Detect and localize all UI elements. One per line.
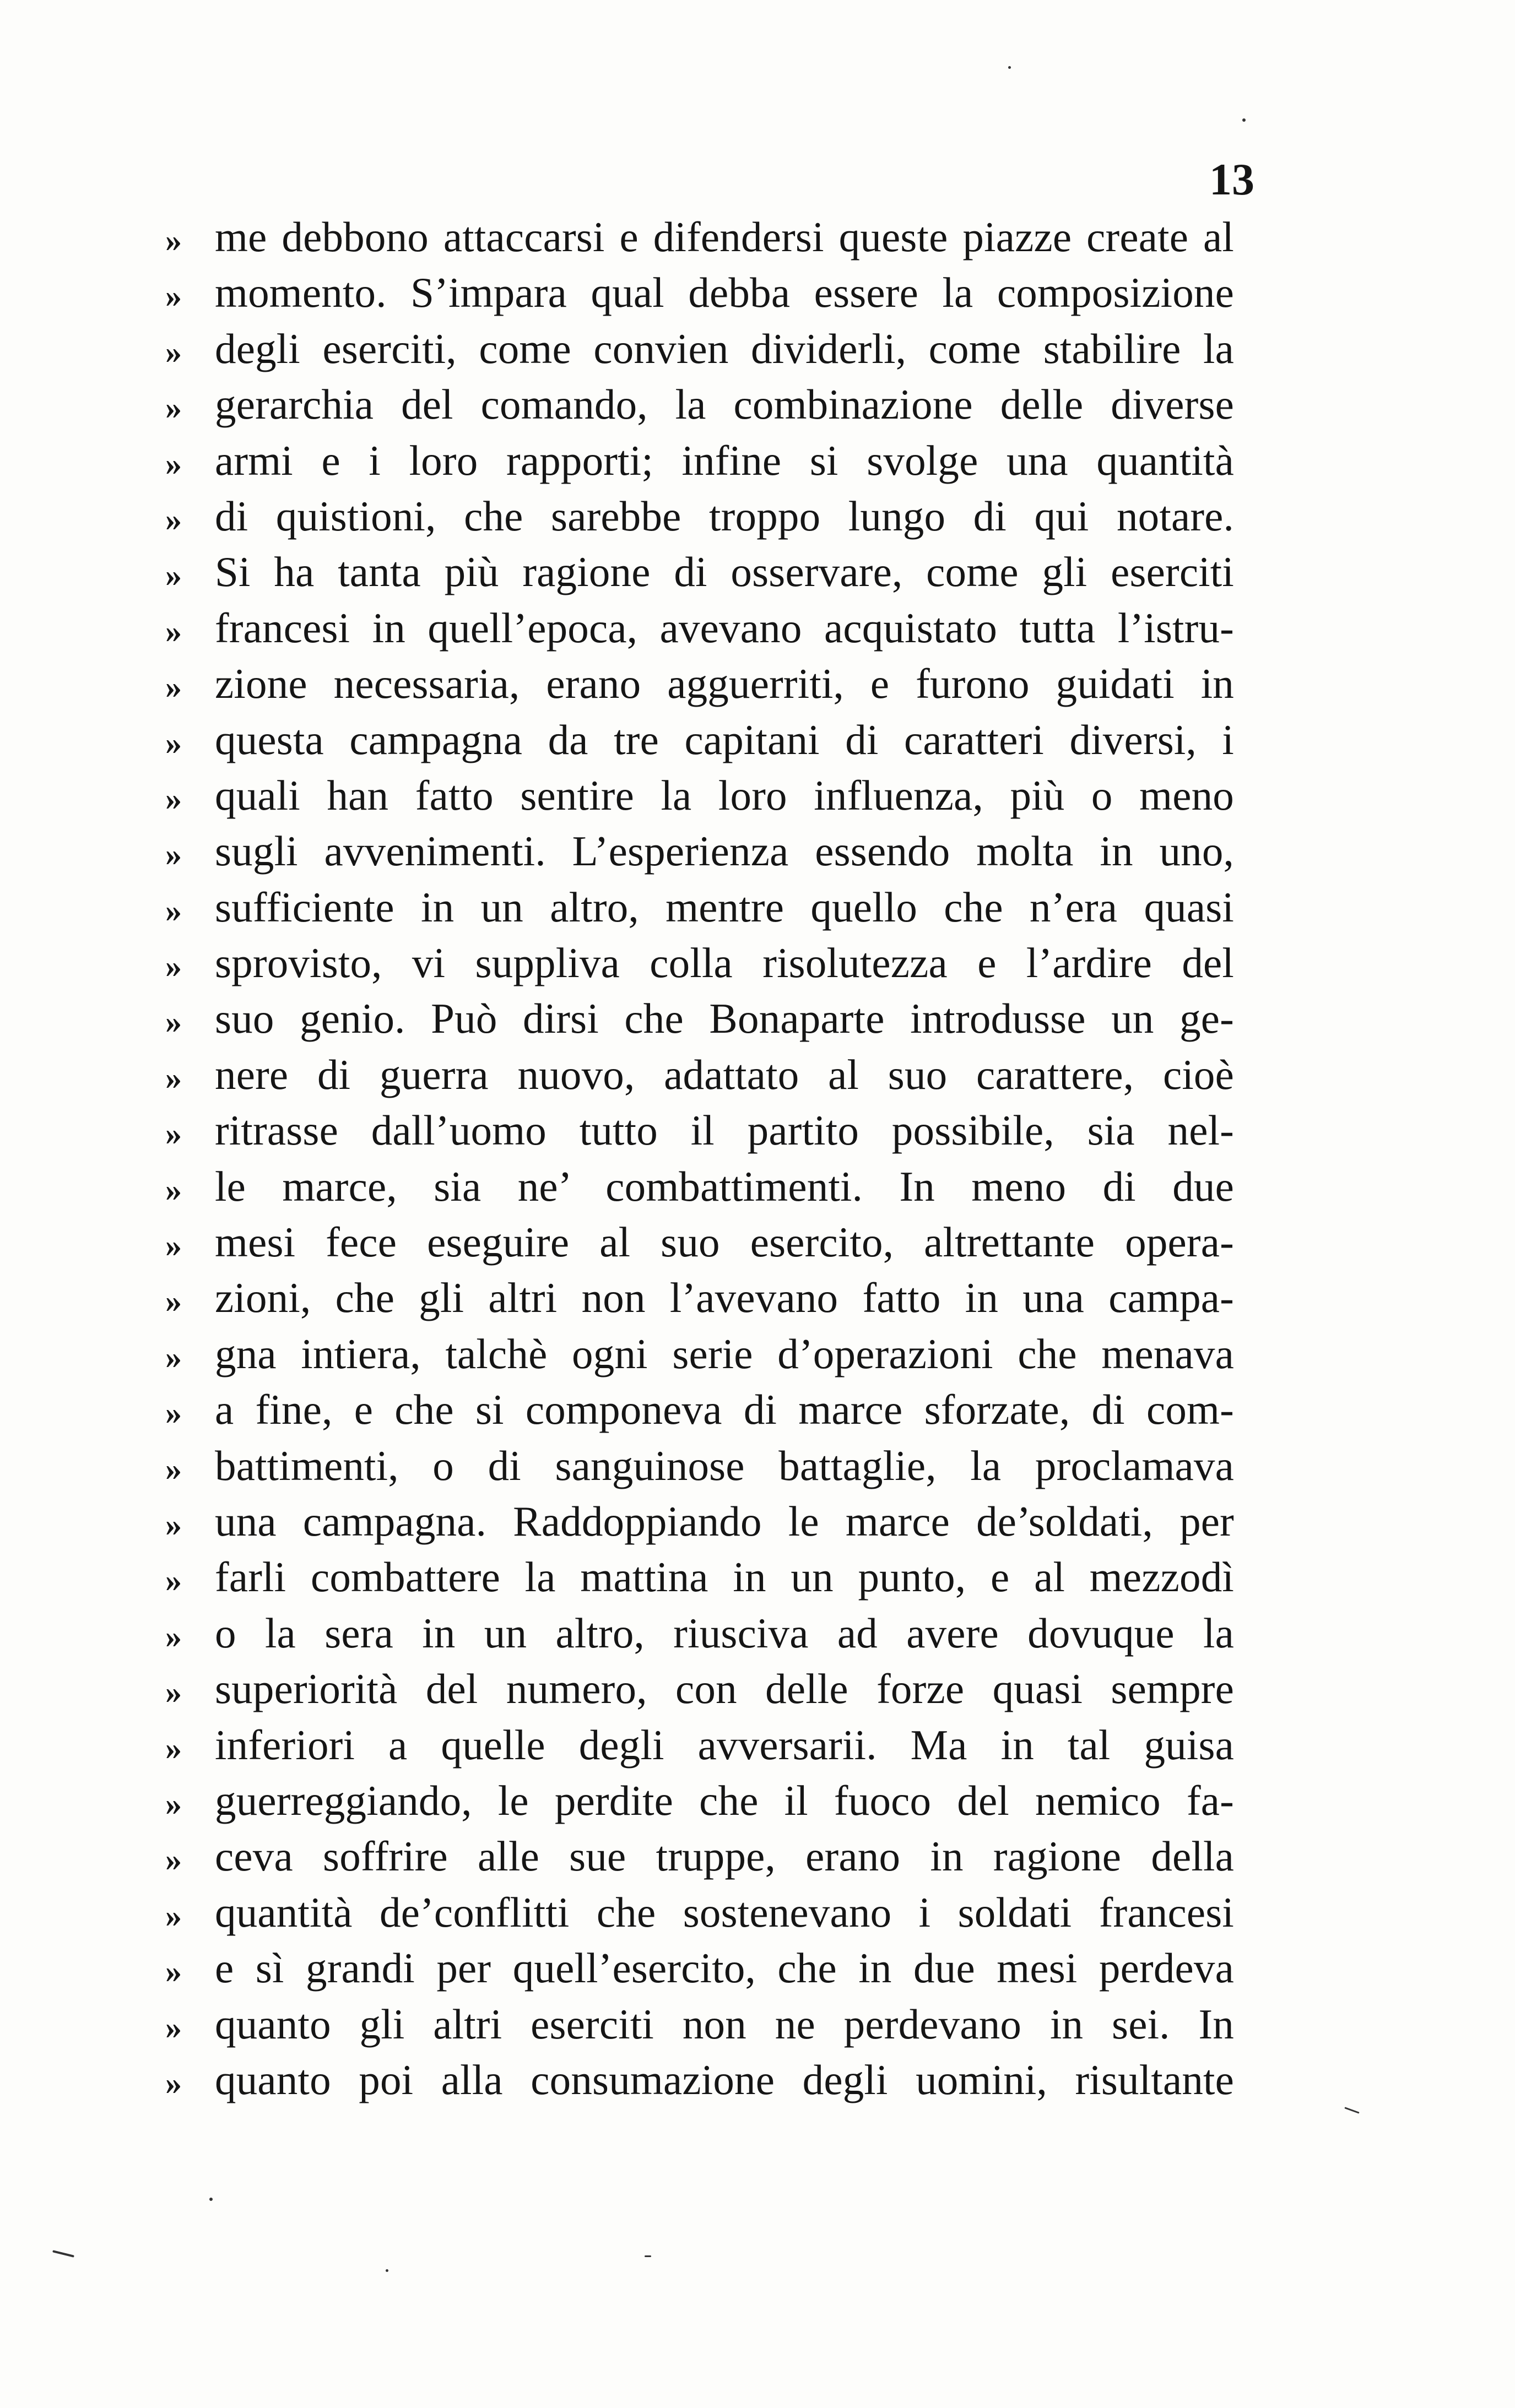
text-line (165, 324, 1234, 383)
text-line (165, 1330, 1234, 1389)
text-line (165, 1109, 1234, 1165)
quotation-mark: » (165, 1171, 182, 1208)
quotation-mark: » (165, 1227, 182, 1264)
line-text: una campagna. Raddoppiando le marce de’soldati, per (215, 1497, 1234, 1545)
line-text: inferiori a quelle degli avversarii. Ma in tal guisa (215, 1721, 1234, 1769)
quotation-mark: » (165, 612, 182, 649)
text-line (165, 2000, 1234, 2059)
quotation-mark: » (165, 1506, 182, 1543)
quotation-mark: » (165, 1841, 182, 1878)
text-line (165, 213, 1234, 272)
quotation-mark: » (165, 333, 182, 370)
text-line (165, 1665, 1234, 1723)
quotation-mark: » (165, 222, 182, 258)
line-text: nere di guerra nuovo, adattato al suo carattere, cioè (215, 1050, 1234, 1098)
scan-speck (52, 2250, 74, 2258)
quotation-mark: » (165, 1618, 182, 1655)
line-text: gerarchia del comando, la combinazione delle diverse (215, 381, 1234, 429)
line-text: armi e i loro rapporti; infine si svolge una quantità (215, 436, 1234, 484)
text-line (165, 1721, 1234, 1780)
quotation-mark: » (165, 1729, 182, 1766)
line-text: degli eserciti, come convien dividerli, come stabilire la (215, 324, 1234, 372)
line-text: zione necessaria, erano agguerriti, e furono guidati in (215, 660, 1234, 708)
scan-speck (386, 2269, 388, 2272)
line-text: quali han fatto sentire la loro influenza, più o meno (215, 771, 1234, 819)
line-text: quanto gli altri eserciti non ne perdevano in sei. In (215, 2000, 1234, 2048)
quotation-mark: » (165, 1115, 182, 1152)
quotation-mark: » (165, 1004, 182, 1040)
line-text: a fine, e che si componeva di marce sforzate, di com- (215, 1386, 1234, 1434)
quotation-mark: » (165, 278, 182, 314)
text-line (165, 827, 1234, 886)
line-text: guerreggiando, le perdite che il fuoco del nemico fa- (215, 1776, 1234, 1824)
text-line (165, 269, 1234, 327)
quotation-mark: » (165, 780, 182, 817)
quotation-mark: » (165, 1059, 182, 1096)
quotation-mark: » (165, 1953, 182, 1990)
line-text: farli combattere la mattina in un punto, e al mezzodì (215, 1553, 1234, 1601)
line-text: le marce, sia ne’ combattimenti. In meno di due (215, 1162, 1234, 1210)
line-text: superiorità del numero, con delle forze quasi sempre (215, 1665, 1234, 1713)
quotation-mark: » (165, 1562, 182, 1599)
quotation-mark: » (165, 445, 182, 482)
text-line (165, 2056, 1234, 2114)
scan-speck (1344, 2107, 1359, 2113)
text-line (165, 1497, 1234, 1556)
quotation-mark: » (165, 724, 182, 761)
text-line (165, 1274, 1234, 1332)
text-line (165, 1944, 1234, 2003)
text-line (165, 997, 1234, 1053)
quotation-mark: » (165, 2009, 182, 2046)
line-text: quanto poi alla consumazione degli uomini, risultante (215, 2056, 1234, 2103)
line-text: zioni, che gli altri non l’avevano fatto in una campa- (215, 1274, 1234, 1322)
page-number: 13 (1209, 154, 1254, 204)
quotation-mark: » (165, 836, 182, 873)
text-line (165, 771, 1234, 830)
line-text: suo genio. Può dirsi che Bonaparte introdusse un ge- (215, 995, 1234, 1043)
quotation-mark: » (165, 1674, 182, 1711)
quotation-mark: » (165, 1897, 182, 1934)
text-line (165, 1553, 1234, 1612)
scan-speck (209, 2198, 213, 2201)
quotation-mark: » (165, 1338, 182, 1375)
line-text: o la sera in un altro, riusciva ad avere dovuque la (215, 1609, 1234, 1657)
text-line (165, 715, 1234, 774)
body-text (165, 213, 1234, 2114)
quotation-mark: » (165, 557, 182, 594)
text-line (165, 1832, 1234, 1891)
line-text: ceva soffrire alle sue truppe, erano in ragione della (215, 1832, 1234, 1880)
quotation-mark: » (165, 501, 182, 538)
text-line (165, 1609, 1234, 1668)
line-text: mesi fece eseguire al suo esercito, altrettante opera- (215, 1218, 1234, 1266)
text-line (165, 492, 1234, 551)
text-line (165, 1050, 1234, 1109)
text-line (165, 436, 1234, 495)
quotation-mark: » (165, 2064, 182, 2101)
quotation-mark: » (165, 948, 182, 985)
text-line (165, 1888, 1234, 1947)
quotation-mark: » (165, 669, 182, 706)
line-text: questa campagna da tre capitani di caratteri diversi, i (215, 715, 1234, 763)
text-line (165, 939, 1234, 997)
quotation-mark: » (165, 1450, 182, 1487)
scan-speck (645, 2255, 651, 2257)
quotation-mark: » (165, 1785, 182, 1822)
line-text: sufficiente in un altro, mentre quello che n’era quasi (215, 883, 1234, 931)
text-line (165, 1441, 1234, 1500)
quotation-mark: » (165, 1283, 182, 1320)
text-line (165, 1218, 1234, 1277)
scan-speck (1008, 66, 1011, 69)
line-text: francesi in quell’epoca, avevano acquistato tutta l’istru- (215, 604, 1234, 652)
line-text: sugli avvenimenti. L’esperienza essendo molta in uno, (215, 827, 1234, 875)
line-text: di quistioni, che sarebbe troppo lungo di qui notare. (215, 492, 1234, 540)
text-line (165, 604, 1234, 663)
text-line (165, 1776, 1234, 1835)
text-line (165, 1162, 1234, 1221)
line-text: ritrasse dall’uomo tutto il partito possibile, sia nel- (215, 1107, 1234, 1154)
quotation-mark: » (165, 892, 182, 929)
quotation-mark: » (165, 389, 182, 426)
text-line (165, 1386, 1234, 1444)
line-text: e sì grandi per quell’esercito, che in due mesi perdeva (215, 1944, 1234, 1992)
line-text: sprovisto, vi suppliva colla risolutezza e l’ardire del (215, 939, 1234, 987)
text-line (165, 383, 1234, 439)
scan-speck (1242, 118, 1246, 122)
line-text: me debbono attaccarsi e difendersi queste piazze create al (215, 213, 1234, 261)
text-line (165, 548, 1234, 606)
line-text: Si ha tanta più ragione di osservare, come gli eserciti (215, 548, 1234, 596)
line-text: momento. S’impara qual debba essere la composizione (215, 269, 1234, 317)
line-text: battimenti, o di sanguinose battaglie, la proclamava (215, 1441, 1234, 1489)
text-line (165, 883, 1234, 942)
text-line (165, 660, 1234, 718)
line-text: quantità de’conflitti che sostenevano i soldati francesi (215, 1888, 1234, 1936)
line-text: gna intiera, talchè ogni serie d’operazioni che menava (215, 1330, 1234, 1377)
quotation-mark: » (165, 1395, 182, 1431)
